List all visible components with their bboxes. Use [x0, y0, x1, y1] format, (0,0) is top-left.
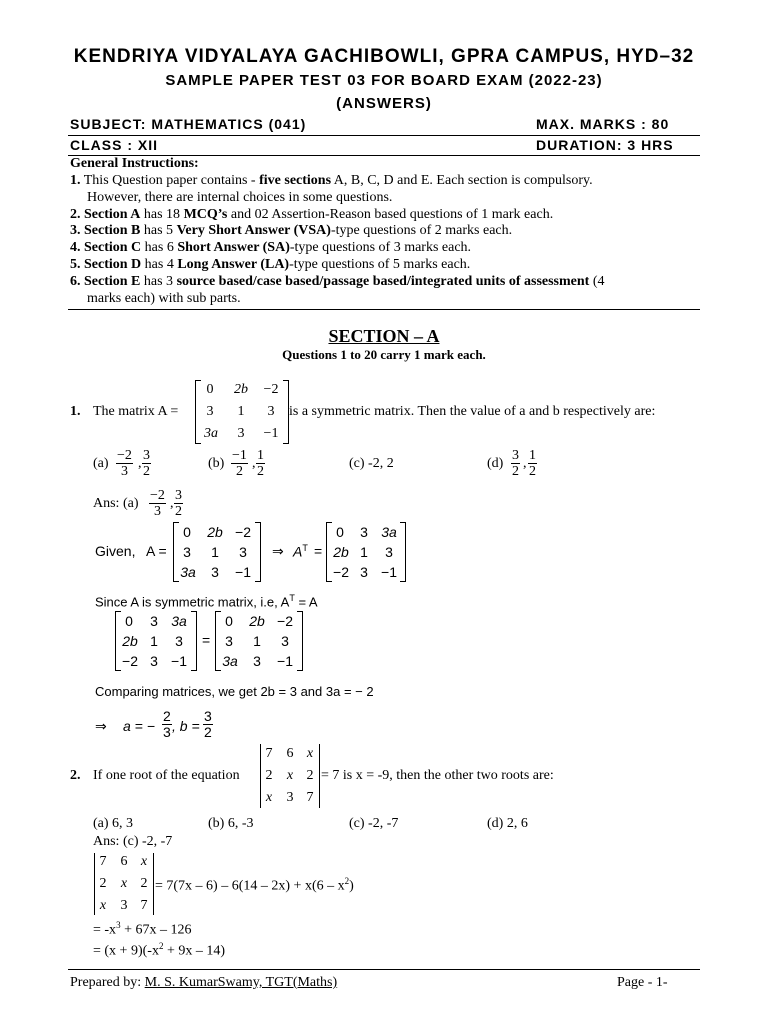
q1-answer-frac2: $\frac{3}{2}$: [175, 488, 182, 519]
section-subtitle: Questions 1 to 20 carry 1 mark each.: [282, 347, 486, 362]
q1-option-a-label: (a): [93, 456, 109, 471]
q2-tail: = 7 is x = -9, then the other two roots are:: [321, 768, 554, 783]
instruction-item: 4. Section C has 6 Short Answer (SA)-type questions of 3 marks each.: [70, 240, 472, 256]
instructions-rule: [68, 309, 700, 310]
q1-option-c: (c) -2, 2: [349, 456, 394, 471]
det-cell: 6: [286, 746, 294, 761]
matrix-cell: 3a: [180, 564, 196, 580]
matrix-cell: 3: [183, 544, 191, 560]
det-cell: 2: [306, 768, 314, 783]
q2-option-a: (a) 6, 3: [93, 816, 134, 831]
q1-option-d-frac2: $\frac{1}{2}$: [529, 448, 536, 479]
class: CLASS : XII: [70, 137, 159, 153]
sol-matrix-AT-2: [115, 611, 197, 671]
det-cell: 6: [120, 854, 128, 869]
matrix-cell: 3: [267, 404, 275, 419]
det-cell: x: [120, 876, 128, 891]
det-cell: 2: [99, 876, 107, 891]
duration: DURATION: 3 HRS: [536, 137, 674, 153]
matrix-cell: 3: [206, 404, 214, 419]
school-name: KENDRIYA VIDYALAYA GACHIBOWLI, GPRA CAMPUS, HYD–32: [73, 46, 695, 67]
instruction-item: 3. Section B has 5 Very Short Answer (VSA)-type questions of 2 marks each.: [70, 223, 513, 239]
det-cell: x: [265, 790, 273, 805]
instruction-item: 6. Section E has 3 source based/case based/passage based/integrated units of assessment (4: [70, 273, 605, 289]
matrix-cell: −1: [235, 564, 251, 580]
matrix-cell: 0: [125, 613, 133, 629]
matrix-cell: 1: [237, 404, 245, 419]
matrix-cell: 3: [175, 633, 183, 649]
q1-answer-frac1: $\frac{-2}{3}$: [150, 488, 165, 519]
q1-tail: is a symmetric matrix. Then the value of a and b respectively are:: [289, 404, 656, 419]
q2-option-d: (d) 2, 6: [487, 816, 528, 831]
matrix-cell: 3a: [222, 653, 238, 669]
sol-matrix-AT: [326, 522, 406, 582]
max-marks: MAX. MARKS : 80: [536, 116, 670, 132]
sol-arrow: ⇒: [272, 543, 284, 559]
sol-eq: =: [314, 543, 323, 559]
matrix-cell: 3: [385, 544, 393, 560]
sol-given: Given,: [95, 543, 136, 559]
matrix-cell: −2: [235, 524, 251, 540]
det-cell: x: [286, 768, 294, 783]
matrix-cell: 1: [150, 633, 158, 649]
matrix-cell: −2: [263, 382, 279, 397]
answers-label: (ANSWERS): [336, 95, 432, 112]
sol-matrix-A: [173, 522, 261, 582]
instruction-item: 1. This Question paper contains - five sections A, B, C, D and E. Each section is compulsory.: [70, 173, 593, 188]
matrix-cell: 0: [183, 524, 191, 540]
det-cell: 7: [306, 790, 314, 805]
det-cell: 7: [99, 854, 107, 869]
matrix-cell: −1: [263, 426, 279, 441]
q1-option-b-label: (b): [208, 456, 225, 471]
instruction-item-cont: marks each) with sub parts.: [87, 290, 241, 306]
matrix-cell: 2b: [249, 613, 265, 629]
sol-final-a: a = −: [123, 718, 155, 734]
footer-page: Page - 1-: [617, 975, 668, 990]
q1-option-b-frac1: $\frac{-1}{2}$: [232, 448, 247, 479]
instructions-list: [70, 173, 710, 307]
instructions-title: General Instructions:: [70, 156, 199, 171]
sol-compare: Comparing matrices, we get 2b = 3 and 3a = − 2: [95, 684, 374, 699]
instruction-item: 2. Section A has 18 MCQ’s and 02 Assertion-Reason based questions of 1 mark each.: [70, 206, 554, 222]
matrix-cell: 3: [253, 653, 261, 669]
sol-final-arrow: ⇒: [95, 718, 107, 734]
matrix-cell: 3: [211, 564, 219, 580]
matrix-cell: 3: [281, 633, 289, 649]
q1-option-a-frac1: $\frac{-2}{3}$: [117, 448, 132, 479]
matrix-cell: 3a: [204, 426, 218, 441]
instruction-item-cont: However, there are internal choices in some questions.: [87, 189, 393, 205]
det-cell: 3: [286, 790, 294, 805]
det-cell: x: [140, 854, 148, 869]
header-rule-1: [68, 135, 700, 136]
det-cell: x: [99, 898, 107, 913]
q2-option-b: (b) 6, -3: [208, 816, 254, 831]
matrix-cell: −1: [277, 653, 293, 669]
q2-expansion: = $7(7x - 6) - 6(14 - 2x) + x(6 - x^2)$: [155, 876, 354, 894]
matrix-cell: 3: [239, 544, 247, 560]
det-cell: 2: [265, 768, 273, 783]
sol-matrix-A-2: [215, 611, 303, 671]
matrix-cell: 3a: [381, 524, 397, 540]
matrix-cell: 3: [150, 613, 158, 629]
matrix-cell: 0: [336, 524, 344, 540]
paper-title: SAMPLE PAPER TEST 03 FOR BOARD EXAM (2022-23): [165, 72, 603, 89]
det-cell: 7: [140, 898, 148, 913]
sol-final-a-frac: $\frac{2}{3}$: [163, 708, 171, 740]
matrix-cell: 1: [253, 633, 261, 649]
matrix-cell: −1: [381, 564, 397, 580]
sol-final-b: , b =: [172, 718, 200, 734]
q1-option-b-frac2: $\frac{1}{2}$: [257, 448, 264, 479]
q2-step-2: = $(x + 9)(-x^2 + 9x - 14)$: [93, 941, 226, 959]
matrix-cell: 2b: [122, 633, 138, 649]
q2-sol-determinant: [94, 853, 154, 915]
sol-final-b-frac: $\frac{3}{2}$: [204, 708, 212, 740]
section-title: SECTION – A: [328, 326, 440, 346]
matrix-cell: 2b: [234, 382, 248, 397]
sol-AT: $A^T$: [293, 543, 308, 560]
matrix-cell: 0: [206, 382, 214, 397]
q1-option-a-frac2: $\frac{3}{2}$: [143, 448, 150, 479]
q1-matrix: [195, 380, 289, 444]
q2-step-1: = $-x^3 + 67x - 126$: [93, 920, 192, 938]
footer-prepared: Prepared by: M. S. KumarSwamy, TGT(Maths): [70, 975, 338, 990]
subject: SUBJECT: MATHEMATICS (041): [70, 116, 307, 132]
matrix-cell: 2b: [333, 544, 349, 560]
matrix-cell: 3: [360, 524, 368, 540]
footer-rule: [68, 969, 700, 970]
det-cell: 3: [120, 898, 128, 913]
matrix-cell: −2: [122, 653, 138, 669]
matrix-cell: −2: [333, 564, 349, 580]
matrix-cell: −2: [277, 613, 293, 629]
q1-lead: The matrix A =: [93, 404, 179, 419]
footer-author: M. S. KumarSwamy, TGT(Maths): [144, 975, 338, 990]
matrix-cell: 0: [225, 613, 233, 629]
q1-answer-label: Ans: (a): [93, 496, 139, 511]
det-cell: 7: [265, 746, 273, 761]
matrix-cell: 1: [360, 544, 368, 560]
sol-since: Since A is symmetric matrix, i.e, $A^T = A$: [95, 593, 318, 610]
sol-eq-2: =: [202, 632, 211, 648]
matrix-cell: 3: [225, 633, 233, 649]
instruction-item: 5. Section D has 4 Long Answer (LA)-type questions of 5 marks each.: [70, 256, 471, 272]
matrix-cell: 3: [237, 426, 245, 441]
matrix-cell: 3a: [171, 613, 187, 629]
q2-answer: Ans: (c) -2, -7: [93, 834, 173, 849]
q2-determinant: [260, 744, 320, 808]
q2-lead: If one root of the equation: [93, 768, 240, 783]
det-cell: 2: [140, 876, 148, 891]
matrix-cell: 3: [360, 564, 368, 580]
q2-number: 2.: [70, 768, 81, 783]
q1-number: 1.: [70, 404, 81, 419]
sol-A-eq: A =: [146, 543, 167, 559]
q1-option-d-label: (d): [487, 456, 504, 471]
matrix-cell: 3: [150, 653, 158, 669]
matrix-cell: 1: [211, 544, 219, 560]
matrix-cell: 2b: [207, 524, 223, 540]
q1-option-d-frac1: $\frac{3}{2}$: [512, 448, 519, 479]
matrix-cell: −1: [171, 653, 187, 669]
q2-option-c: (c) -2, -7: [349, 816, 399, 831]
det-cell: x: [306, 746, 314, 761]
